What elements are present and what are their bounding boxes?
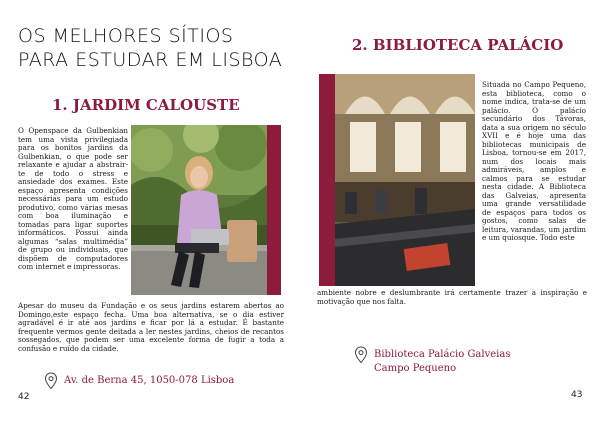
- woman-studying-garden-image: [131, 125, 267, 295]
- jardim-paragraph-full: Apesar do museu da Fundação e os seus jardins estarem abertos ao Domingo,este espaço fecha. Uma boa alternativa, se o dia estiver agradável é ir até aos jardins e ficar por lá a estudar. É bastante frequente vermos gente deitada a ler nestes jardins, cheios de recantos sossegados, que podem ser uma excelente forma de fugir a toda a confusão e ruído da cidade.: [18, 301, 284, 353]
- biblioteca-location-area: Campo Pequeno: [374, 363, 457, 374]
- map-pin-icon: [44, 372, 58, 394]
- biblioteca-location-name: Biblioteca Palácio Galveias: [374, 349, 511, 360]
- section-heading-jardim: 1. JARDIM CALOUSTE: [52, 96, 240, 114]
- library-interior-image: [335, 74, 475, 286]
- right-page: [300, 0, 600, 424]
- map-pin-icon: [354, 346, 368, 368]
- jardim-location: Av. de Berna 45, 1050-078 Lisboa: [64, 375, 235, 386]
- jardim-paragraph-wrap: O Openspace da Gulbenkian tem uma vista privilegiada para os bonitos jardins da Gulbenkian, o que pode ser relaxante e ajudar a abstrair-te de todo o stress e ansiedade dos exames. Este espaço apresenta condições necessárias para um estudo produtivo, como várias mesas com boa iluminação e tomadas para ligar suportes informáticos. Possui ainda algumas “salas multimédia” de grupo ou individuais, que dispõem de computadores com internet e impressoras.: [18, 126, 128, 271]
- jardim-photo: [131, 125, 267, 295]
- page-title: OS MELHORES SÍTIOS PARA ESTUDAR EM LISBOA: [18, 25, 283, 71]
- accent-bar: [267, 125, 281, 295]
- biblioteca-paragraph-full: ambiente nobre e deslumbrante irá certamente trazer a inspiração e motivação que nos falta.: [317, 288, 587, 306]
- page-number-right: 43: [571, 390, 583, 400]
- section-heading-biblioteca: 2. BIBLIOTECA PALÁCIO: [352, 36, 564, 54]
- biblioteca-photo: [335, 74, 475, 286]
- page-number-left: 42: [18, 392, 30, 402]
- biblioteca-paragraph-wrap: Situada no Campo Pequeno, esta biblioteca, como o nome indica, trata-se de um palácio. O palácio secundário dos Távoras, data a sua origem no século XVII e é hoje uma das bibliotecas municipais de Lisboa, tornou-se em 2017, num dos locais mais admiráveis, amplos e calmos para se estudar nesta cidade. A Biblioteca das Galveias, apresenta uma grande versatilidade de espaços para todos os gostos, como salas de leitura, varandas, um jardim e um quiosque. Todo este: [482, 80, 586, 242]
- accent-bar: [319, 74, 335, 286]
